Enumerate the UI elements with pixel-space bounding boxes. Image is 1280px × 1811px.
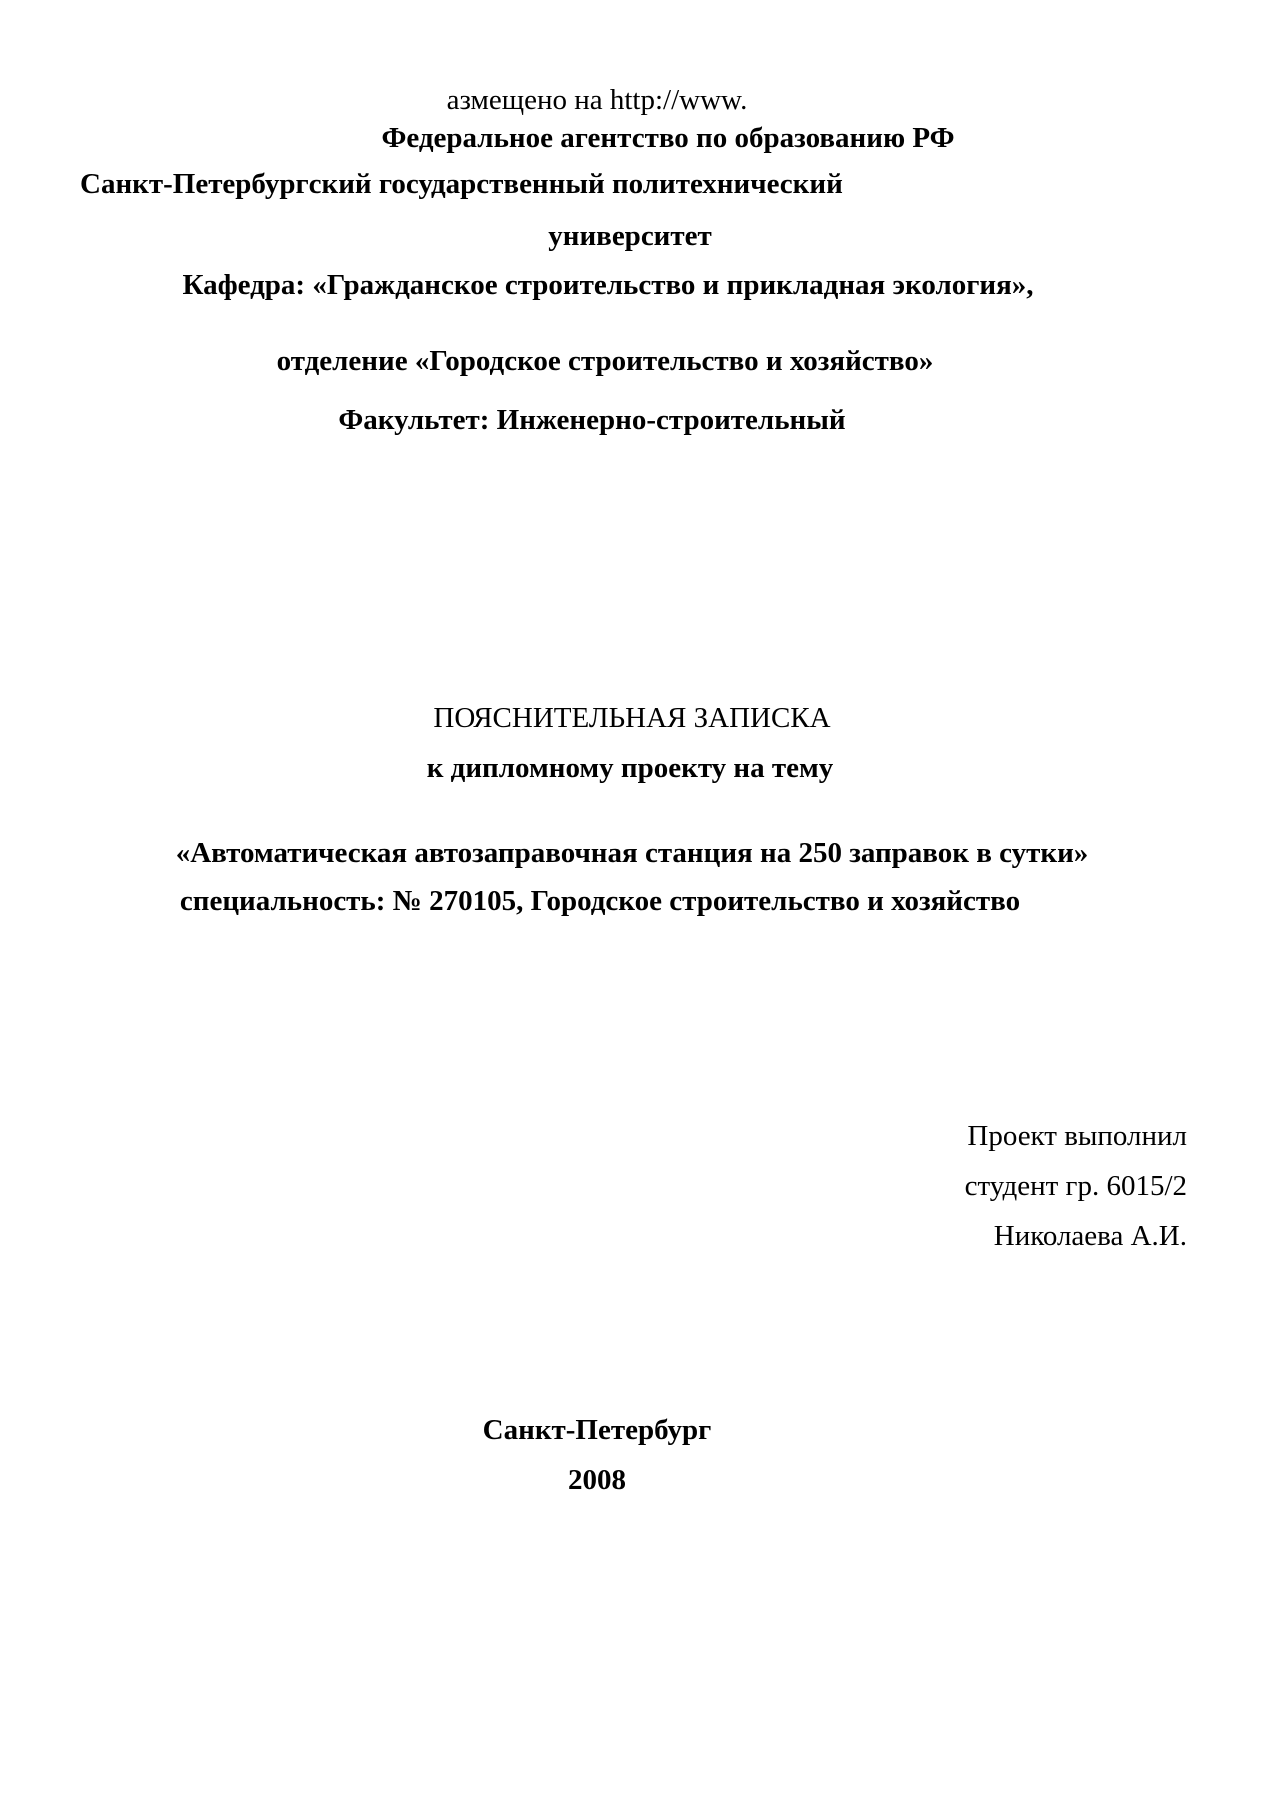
specialty: специальность: № 270105, Городское строительство и хозяйство — [179, 885, 1021, 917]
document-subtitle: к дипломному проекту на тему — [426, 752, 834, 784]
faculty-title: Факультет: Инженерно-строительный — [338, 404, 846, 436]
author-line1: Проект выполнил — [967, 1120, 1187, 1152]
department-title: Кафедра: «Гражданское строительство и прикладная экология», — [182, 269, 1034, 301]
hosted-note: азмещено на http://www. — [446, 84, 748, 116]
author-line2: студент гр. 6015/2 — [964, 1170, 1187, 1202]
project-topic: «Автоматическая автозаправочная станция на 250 заправок в сутки» — [175, 837, 1089, 869]
footer-city: Санкт-Петербург — [482, 1414, 712, 1446]
university-line2: университет — [548, 220, 712, 252]
footer-year: 2008 — [568, 1464, 626, 1496]
division-title: отделение «Городское строительство и хозяйство» — [276, 345, 934, 377]
agency-title: Федеральное агентство по образованию РФ — [381, 122, 955, 154]
university-line1: Санкт-Петербургский государственный политехнический — [80, 168, 843, 200]
author-name: Николаева А.И. — [993, 1220, 1187, 1252]
document-type: ПОЯСНИТЕЛЬНАЯ ЗАПИСКА — [433, 702, 831, 734]
